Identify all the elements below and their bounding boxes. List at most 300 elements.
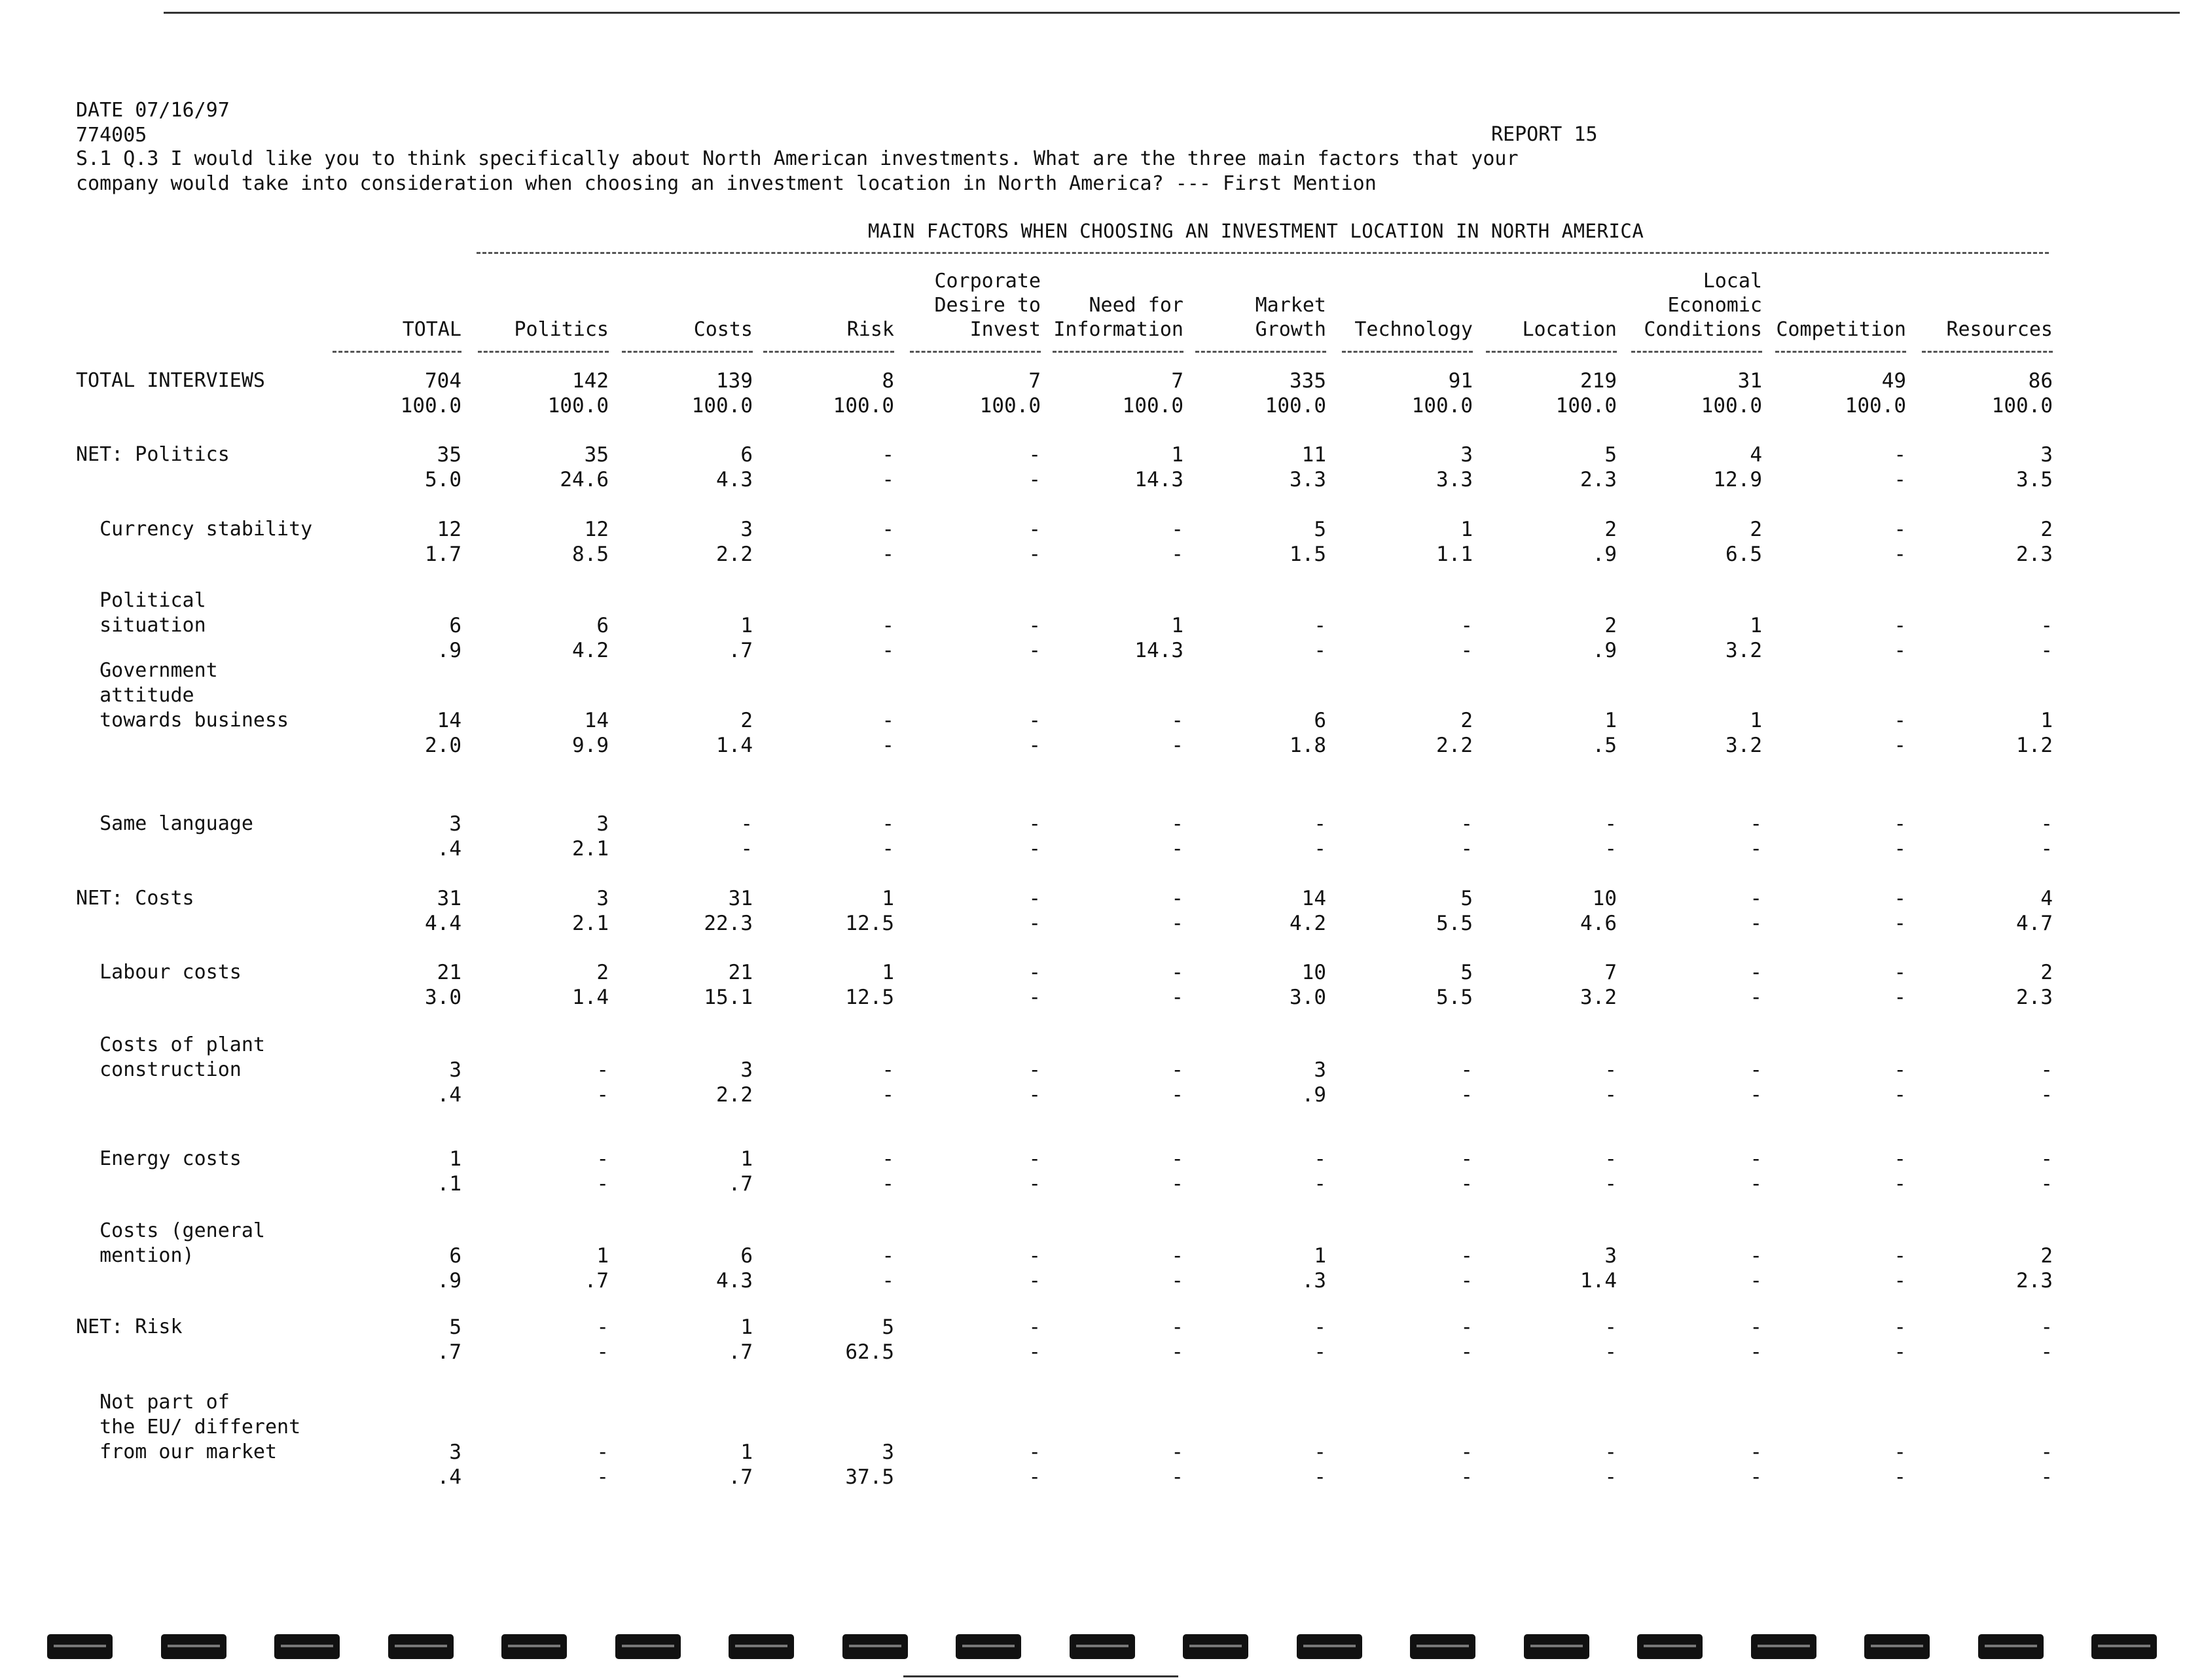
- count-cell: 3: [2040, 443, 2053, 467]
- count-cell: -: [2040, 1147, 2053, 1171]
- count-cell: -: [882, 1147, 894, 1171]
- count-cell: -: [882, 518, 894, 541]
- count-cell: 21: [728, 961, 753, 984]
- percent-cell: -: [1028, 837, 1041, 861]
- percent-cell: 2.3: [2016, 543, 2053, 566]
- percent-cell: .4: [437, 1083, 461, 1107]
- percent-cell: 3.0: [1290, 986, 1326, 1009]
- percent-cell: -: [740, 837, 753, 861]
- count-cell: -: [1894, 614, 1906, 637]
- count-cell: 8: [882, 369, 894, 393]
- percent-cell: 2.2: [1436, 734, 1473, 757]
- percent-cell: -: [1314, 639, 1326, 662]
- percent-cell: .9: [437, 1269, 461, 1293]
- count-cell: -: [1604, 1315, 1617, 1339]
- count-cell: -: [1028, 518, 1041, 541]
- percent-cell: 4.7: [2016, 912, 2053, 935]
- column-header: Need for Information: [1053, 294, 1183, 341]
- percent-cell: 100.0: [1411, 394, 1473, 418]
- count-cell: 1: [596, 1244, 609, 1268]
- percent-cell: 24.6: [560, 468, 609, 491]
- percent-cell: -: [1028, 1465, 1041, 1489]
- percent-cell: .5: [1592, 734, 1617, 757]
- count-cell: -: [1894, 518, 1906, 541]
- count-cell: -: [1028, 812, 1041, 836]
- count-cell: -: [1750, 812, 1762, 836]
- row-label: NET: Risk: [76, 1315, 183, 1338]
- percent-cell: -: [1028, 1340, 1041, 1364]
- percent-cell: -: [1460, 1172, 1473, 1196]
- count-cell: 1: [740, 1440, 753, 1464]
- count-cell: -: [1460, 1147, 1473, 1171]
- perforation-hole: [1183, 1634, 1248, 1659]
- count-cell: 4: [1750, 443, 1762, 467]
- percent-cell: 3.5: [2016, 468, 2053, 491]
- count-cell: -: [596, 1440, 609, 1464]
- percent-cell: .7: [728, 1340, 753, 1364]
- percent-cell: 6.5: [1725, 543, 1762, 566]
- count-cell: 6: [596, 614, 609, 637]
- percent-cell: -: [1171, 912, 1183, 935]
- perforation-hole: [956, 1634, 1021, 1659]
- row-label: Energy costs: [76, 1147, 242, 1170]
- count-cell: 219: [1580, 369, 1617, 393]
- percent-cell: 2.1: [572, 837, 609, 861]
- count-cell: 14: [437, 709, 461, 732]
- count-cell: -: [1028, 1058, 1041, 1082]
- percent-cell: .4: [437, 837, 461, 861]
- count-cell: -: [1171, 961, 1183, 984]
- count-cell: -: [1171, 1147, 1183, 1171]
- percent-cell: 100.0: [1845, 394, 1906, 418]
- percent-cell: 1.8: [1290, 734, 1326, 757]
- perforation-hole: [1070, 1634, 1135, 1659]
- bottom-rule: [903, 1675, 1178, 1677]
- count-cell: 2: [2040, 1244, 2053, 1268]
- count-cell: 5: [1314, 518, 1326, 541]
- percent-cell: 100.0: [979, 394, 1041, 418]
- percent-cell: -: [1028, 1269, 1041, 1293]
- column-header: Local Economic Conditions: [1644, 270, 1762, 341]
- count-cell: 1: [1750, 614, 1762, 637]
- percent-cell: 3.2: [1725, 734, 1762, 757]
- count-cell: -: [882, 443, 894, 467]
- count-cell: 5: [882, 1315, 894, 1339]
- percent-cell: .7: [437, 1340, 461, 1364]
- count-cell: -: [1028, 709, 1041, 732]
- count-cell: 3: [740, 518, 753, 541]
- count-cell: 2: [740, 709, 753, 732]
- perforation-hole: [615, 1634, 681, 1659]
- count-cell: 5: [1604, 443, 1617, 467]
- count-cell: -: [1750, 1315, 1762, 1339]
- count-cell: 1: [1460, 518, 1473, 541]
- column-header-rule: [478, 351, 609, 353]
- count-cell: -: [1460, 1440, 1473, 1464]
- percent-cell: -: [1028, 912, 1041, 935]
- count-cell: -: [882, 709, 894, 732]
- count-cell: -: [2040, 1440, 2053, 1464]
- count-cell: 31: [1737, 369, 1762, 393]
- count-cell: -: [2040, 1058, 2053, 1082]
- percent-cell: -: [1171, 837, 1183, 861]
- count-cell: 2: [1604, 518, 1617, 541]
- percent-cell: -: [1171, 543, 1183, 566]
- percent-cell: 22.3: [704, 912, 753, 935]
- percent-cell: .9: [437, 639, 461, 662]
- percent-cell: -: [1894, 468, 1906, 491]
- count-cell: 7: [1604, 961, 1617, 984]
- percent-cell: -: [882, 734, 894, 757]
- percent-cell: 2.3: [1580, 468, 1617, 491]
- count-cell: -: [1460, 812, 1473, 836]
- count-cell: 6: [449, 614, 461, 637]
- count-cell: 1: [2040, 709, 2053, 732]
- column-header-rule: [910, 351, 1041, 353]
- percent-cell: -: [1750, 986, 1762, 1009]
- count-cell: -: [1028, 961, 1041, 984]
- count-cell: -: [1028, 1440, 1041, 1464]
- count-cell: -: [1171, 1315, 1183, 1339]
- row-label: Same language: [76, 812, 253, 835]
- count-cell: -: [1750, 1147, 1762, 1171]
- percent-cell: -: [2040, 639, 2053, 662]
- column-header-rule: [763, 351, 894, 353]
- count-cell: -: [1171, 812, 1183, 836]
- column-header: Costs: [693, 318, 753, 341]
- row-label: Political situation: [99, 589, 206, 637]
- percent-cell: -: [1460, 1340, 1473, 1364]
- percent-cell: -: [1604, 1172, 1617, 1196]
- count-cell: -: [1314, 812, 1326, 836]
- count-cell: 4: [2040, 887, 2053, 910]
- percent-cell: 5.5: [1436, 986, 1473, 1009]
- column-header-rule: [1342, 351, 1473, 353]
- percent-cell: -: [1460, 837, 1473, 861]
- count-cell: 1: [449, 1147, 461, 1171]
- percent-cell: -: [1460, 1083, 1473, 1107]
- percent-cell: -: [1028, 639, 1041, 662]
- count-cell: -: [1750, 1058, 1762, 1082]
- percent-cell: -: [882, 639, 894, 662]
- percent-cell: -: [1028, 734, 1041, 757]
- percent-cell: -: [1894, 1172, 1906, 1196]
- percent-cell: -: [1028, 468, 1041, 491]
- percent-cell: 4.3: [716, 468, 753, 491]
- count-cell: -: [1028, 443, 1041, 467]
- count-cell: 1: [1171, 443, 1183, 467]
- count-cell: -: [1894, 1440, 1906, 1464]
- percent-cell: -: [1028, 1172, 1041, 1196]
- percent-cell: .1: [437, 1172, 461, 1196]
- percent-cell: -: [596, 1465, 609, 1489]
- count-cell: -: [1460, 1058, 1473, 1082]
- percent-cell: .3: [1301, 1269, 1326, 1293]
- row-label: Costs (general mention): [99, 1219, 265, 1267]
- percent-cell: .9: [1301, 1083, 1326, 1107]
- count-cell: -: [1460, 1315, 1473, 1339]
- percent-cell: .7: [728, 1172, 753, 1196]
- percent-cell: -: [1750, 912, 1762, 935]
- percent-cell: -: [1171, 1340, 1183, 1364]
- perforation-hole: [2091, 1634, 2157, 1659]
- column-header: Politics: [514, 318, 609, 341]
- perforation-hole: [1524, 1634, 1589, 1659]
- count-cell: 1: [1171, 614, 1183, 637]
- percent-cell: -: [1028, 986, 1041, 1009]
- percent-cell: 1.2: [2016, 734, 2053, 757]
- count-cell: 3: [740, 1058, 753, 1082]
- count-cell: 1: [882, 961, 894, 984]
- percent-cell: 4.3: [716, 1269, 753, 1293]
- row-label: NET: Costs: [76, 887, 194, 910]
- job-number: 774005: [76, 124, 147, 147]
- percent-cell: 5.0: [425, 468, 461, 491]
- percent-cell: -: [1314, 837, 1326, 861]
- percent-cell: 1.4: [1580, 1269, 1617, 1293]
- count-cell: -: [1750, 1440, 1762, 1464]
- percent-cell: 8.5: [572, 543, 609, 566]
- count-cell: -: [1894, 961, 1906, 984]
- count-cell: -: [1028, 1315, 1041, 1339]
- perforation-hole: [842, 1634, 908, 1659]
- count-cell: 3: [1314, 1058, 1326, 1082]
- percent-cell: -: [1314, 1340, 1326, 1364]
- count-cell: -: [1604, 812, 1617, 836]
- count-cell: -: [1894, 443, 1906, 467]
- column-header: Market Growth: [1255, 294, 1326, 341]
- percent-cell: 12.5: [845, 912, 894, 935]
- percent-cell: -: [1171, 1465, 1183, 1489]
- count-cell: 7: [1028, 369, 1041, 393]
- count-cell: -: [1894, 887, 1906, 910]
- count-cell: -: [1028, 1147, 1041, 1171]
- count-cell: 3: [596, 887, 609, 910]
- percent-cell: -: [1171, 734, 1183, 757]
- percent-cell: 62.5: [845, 1340, 894, 1364]
- count-cell: 1: [740, 1315, 753, 1339]
- percent-cell: -: [1750, 1269, 1762, 1293]
- count-cell: 11: [1301, 443, 1326, 467]
- perforation-hole: [47, 1634, 113, 1659]
- percent-cell: -: [1894, 639, 1906, 662]
- percent-cell: -: [1894, 1465, 1906, 1489]
- column-header-rule: [622, 351, 753, 353]
- percent-cell: -: [2040, 837, 2053, 861]
- count-cell: 1: [1604, 709, 1617, 732]
- percent-cell: .7: [728, 1465, 753, 1489]
- perforation-hole: [388, 1634, 454, 1659]
- perforation-hole: [1978, 1634, 2044, 1659]
- count-cell: -: [1028, 887, 1041, 910]
- perforation-hole: [1864, 1634, 1930, 1659]
- percent-cell: -: [1894, 986, 1906, 1009]
- count-cell: 2: [1460, 709, 1473, 732]
- count-cell: -: [2040, 614, 2053, 637]
- percent-cell: 2.3: [2016, 1269, 2053, 1293]
- percent-cell: -: [596, 1172, 609, 1196]
- count-cell: 1: [882, 887, 894, 910]
- perforation-hole: [274, 1634, 340, 1659]
- percent-cell: -: [1460, 639, 1473, 662]
- count-cell: -: [1894, 1315, 1906, 1339]
- count-cell: -: [1314, 1147, 1326, 1171]
- column-header: Location: [1522, 318, 1617, 341]
- percent-cell: 1.1: [1436, 543, 1473, 566]
- percent-cell: 100.0: [833, 394, 894, 418]
- percent-cell: .9: [1592, 639, 1617, 662]
- row-label: TOTAL INTERVIEWS: [76, 369, 265, 392]
- count-cell: 21: [437, 961, 461, 984]
- count-cell: 2: [2040, 961, 2053, 984]
- percent-cell: 100.0: [1991, 394, 2053, 418]
- count-cell: 3: [449, 812, 461, 836]
- perforation-hole: [729, 1634, 794, 1659]
- count-cell: 3: [1604, 1244, 1617, 1268]
- count-cell: -: [596, 1315, 609, 1339]
- count-cell: -: [1894, 709, 1906, 732]
- count-cell: 1: [740, 1147, 753, 1171]
- percent-cell: -: [1894, 912, 1906, 935]
- count-cell: 31: [728, 887, 753, 910]
- count-cell: 6: [449, 1244, 461, 1268]
- perforation-hole: [1637, 1634, 1703, 1659]
- percent-cell: -: [1171, 1172, 1183, 1196]
- percent-cell: -: [1750, 1083, 1762, 1107]
- percent-cell: 1.4: [572, 986, 609, 1009]
- perforation-hole: [161, 1634, 226, 1659]
- count-cell: -: [1894, 812, 1906, 836]
- report-header: [76, 98, 230, 148]
- percent-cell: -: [1171, 1269, 1183, 1293]
- percent-cell: 3.3: [1436, 468, 1473, 491]
- percent-cell: -: [1750, 1172, 1762, 1196]
- percent-cell: -: [882, 1083, 894, 1107]
- percent-cell: .7: [728, 639, 753, 662]
- count-cell: -: [2040, 1315, 2053, 1339]
- percent-cell: 2.2: [716, 543, 753, 566]
- column-header: Resources: [1946, 318, 2053, 341]
- percent-cell: -: [882, 837, 894, 861]
- count-cell: 10: [1592, 887, 1617, 910]
- count-cell: 91: [1448, 369, 1473, 393]
- percent-cell: 100.0: [691, 394, 753, 418]
- percent-cell: 2.0: [425, 734, 461, 757]
- percent-cell: -: [1894, 1340, 1906, 1364]
- percent-cell: -: [1314, 1172, 1326, 1196]
- percent-cell: 4.6: [1580, 912, 1617, 935]
- percent-cell: -: [882, 468, 894, 491]
- percent-cell: -: [596, 1083, 609, 1107]
- percent-cell: 5.5: [1436, 912, 1473, 935]
- count-cell: -: [1314, 1315, 1326, 1339]
- count-cell: -: [882, 614, 894, 637]
- percent-cell: 9.9: [572, 734, 609, 757]
- row-label: Costs of plant construction: [99, 1033, 265, 1081]
- row-label: NET: Politics: [76, 443, 230, 466]
- top-rule: [164, 12, 2180, 14]
- percent-cell: -: [2040, 1083, 2053, 1107]
- percent-cell: 100.0: [400, 394, 461, 418]
- column-header: Competition: [1776, 318, 1906, 341]
- count-cell: -: [1171, 1244, 1183, 1268]
- count-cell: 86: [2028, 369, 2053, 393]
- percent-cell: -: [1894, 734, 1906, 757]
- column-header-rule: [1775, 351, 1906, 353]
- count-cell: 6: [1314, 709, 1326, 732]
- percent-cell: 100.0: [1265, 394, 1326, 418]
- count-cell: 6: [740, 1244, 753, 1268]
- count-cell: 2: [2040, 518, 2053, 541]
- percent-cell: -: [1028, 543, 1041, 566]
- count-cell: 704: [425, 369, 461, 393]
- count-cell: 1: [1750, 709, 1762, 732]
- count-cell: 142: [572, 369, 609, 393]
- count-cell: -: [1894, 1147, 1906, 1171]
- count-cell: -: [1894, 1244, 1906, 1268]
- count-cell: 3: [882, 1440, 894, 1464]
- percent-cell: .9: [1592, 543, 1617, 566]
- perforation-hole: [1410, 1634, 1475, 1659]
- percent-cell: -: [1750, 1340, 1762, 1364]
- count-cell: -: [1171, 518, 1183, 541]
- count-cell: 10: [1301, 961, 1326, 984]
- column-header: TOTAL: [402, 318, 461, 341]
- count-cell: -: [882, 1058, 894, 1082]
- percent-cell: -: [1314, 1465, 1326, 1489]
- percent-cell: 100.0: [1122, 394, 1183, 418]
- question-text: [76, 147, 1647, 196]
- percent-cell: 2.1: [572, 912, 609, 935]
- percent-cell: -: [1894, 837, 1906, 861]
- percent-cell: 37.5: [845, 1465, 894, 1489]
- count-cell: -: [1171, 887, 1183, 910]
- count-cell: 2: [596, 961, 609, 984]
- percent-cell: -: [882, 1172, 894, 1196]
- percent-cell: 3.3: [1290, 468, 1326, 491]
- percent-cell: -: [1604, 1083, 1617, 1107]
- count-cell: -: [740, 812, 753, 836]
- count-cell: -: [1314, 1440, 1326, 1464]
- percent-cell: 3.0: [425, 986, 461, 1009]
- percent-cell: -: [2040, 1172, 2053, 1196]
- percent-cell: -: [1894, 543, 1906, 566]
- count-cell: 3: [1460, 443, 1473, 467]
- count-cell: -: [1171, 1440, 1183, 1464]
- count-cell: 35: [584, 443, 609, 467]
- question-line-1: S.1 Q.3 I would like you to think specifically about North American investments. What are the three main factors that your: [76, 147, 1519, 170]
- count-cell: -: [1604, 1058, 1617, 1082]
- percent-cell: -: [1750, 1465, 1762, 1489]
- question-line-2: company would take into consideration when choosing an investment location in North America? --- First Mention: [76, 172, 1377, 195]
- percent-cell: 100.0: [1555, 394, 1617, 418]
- percent-cell: -: [2040, 1465, 2053, 1489]
- percent-cell: -: [1028, 1083, 1041, 1107]
- percent-cell: 14.3: [1134, 468, 1183, 491]
- percent-cell: 4.2: [572, 639, 609, 662]
- count-cell: 12: [584, 518, 609, 541]
- percent-cell: 1.7: [425, 543, 461, 566]
- count-cell: -: [596, 1147, 609, 1171]
- column-header-rule: [1486, 351, 1617, 353]
- percent-cell: 3.2: [1725, 639, 1762, 662]
- perforation-hole: [1297, 1634, 1362, 1659]
- count-cell: -: [1028, 1244, 1041, 1268]
- count-cell: 2: [1604, 614, 1617, 637]
- count-cell: 49: [1881, 369, 1906, 393]
- count-cell: 1: [1314, 1244, 1326, 1268]
- table-banner: MAIN FACTORS WHEN CHOOSING AN INVESTMENT LOCATION IN NORTH AMERICA: [868, 220, 1644, 242]
